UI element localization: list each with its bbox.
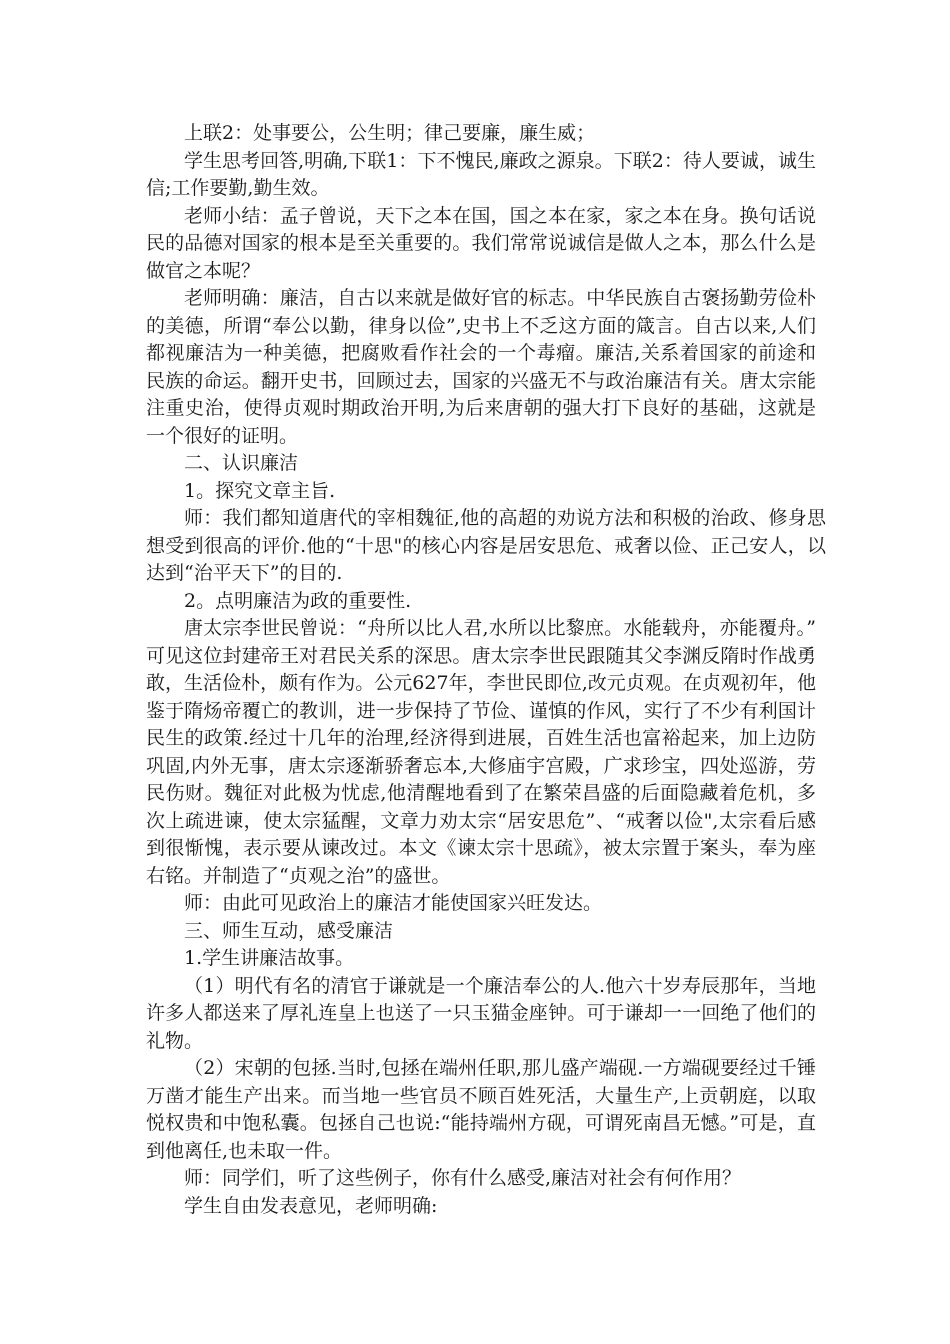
paragraph-teacher-weizheng: 师：我们都知道唐代的宰相魏征,他的高超的劝说方法和积极的治政、修身思想受到很高的评价.他的“十思"的核心内容是居安思危、戒奢以俭、正己安人，以达到“治平天下”的目的. — [146, 507, 826, 584]
section-heading-understand: 二、认识廉洁 — [184, 452, 299, 474]
paragraph-teacher-question: 师：同学们，听了这些例子，你有什么感受,廉洁对社会有何作用？ — [184, 1167, 742, 1189]
document-body — [146, 120, 826, 1220]
paragraph-story-yuqian: （1）明代有名的清官于谦就是一个廉洁奉公的人.他六十岁寿辰那年，当地许多人都送来了厚礼连皇上也送了一只玉猫金座钟。可于谦却一一回绝了他们的礼物。 — [146, 974, 816, 1052]
paragraph-teacher-clarify: 老师明确：廉洁，自古以来就是做好官的标志。中华民族自古褒扬勤劳俭朴的美德，所谓“奉公以勤，律身以俭”,史书上不乏这方面的箴言。自古以来,人们都视廉洁为一种美德，把腐败看作社会的一个毒瘤。廉洁,关系着国家的前途和民族的命运。翻开史书，回顾过去，国家的兴盛无不与政治廉洁有关。唐太宗能注重史治，使得贞观时期政治开明,为后来唐朝的强大打下良好的基础，这就是一个很好的证明。 — [146, 287, 816, 447]
paragraph-student-answer: 学生思考回答,明确,下联1：下不愧民,廉政之源泉。下联2：待人要诚，诚生信;工作要勤,勤生效。 — [146, 149, 816, 199]
paragraph-student-opinions: 学生自由发表意见，老师明确: — [184, 1194, 438, 1217]
paragraph-tang-taizong: 唐太宗李世民曾说：“舟所以比人君,水所以比黎庶。水能载舟，亦能覆舟。”可见这位封建帝王对君民关系的深思。唐太宗李世民跟随其父李渊反隋时作战勇敢，生活俭朴，颇有作为。公元627年，李世民即位,改元贞观。在贞观初年，他鉴于隋炀帝覆亡的教训，进一步保持了节俭、谨慎的作风，实行了不少有利国计民生的政策.经过十几年的治理,经济得到进展，百姓生活也富裕起来，加上边防巩固,内外无事，唐太宗逐渐骄奢忘本,大修庙宇宫殿，广求珍宝，四处巡游，劳民伤财。魏征对此极为忧虑,他清醒地看到了在繁荣昌盛的后面隐藏着危机，多次上疏进谏，使太宗猛醒，文章力劝太宗“居安思危”、“戒奢以俭",太宗看后感到很惭愧，表示要从谏改过。本文《谏太宗十思疏》，被太宗置于案头，奉为座右铭。并制造了“贞观之治”的盛世。 — [146, 617, 816, 887]
subheading-importance: 2。点明廉洁为政的重要性. — [184, 589, 412, 612]
paragraph-couplet-upper: 上联2：处事要公，公生明；律己要廉，廉生威； — [184, 122, 596, 144]
paragraph-story-baozheng: （2）宋朝的包拯.当时,包拯在端州任职,那儿盛产端砚.一方端砚要经过千锤万凿才能生产出来。而当地一些官员不顾百姓死活，大量生产,上贡朝庭，以取悦权贵和中饱私囊。包拯自己也说:“能持端州方砚，可谓死南昌无憾。”可是，直到他离任,也未取一件。 — [146, 1057, 816, 1162]
subheading-student-stories: 1.学生讲廉洁故事。 — [184, 947, 355, 969]
section-heading-interaction: 三、师生互动，感受廉洁 — [184, 919, 394, 942]
subheading-explore-theme: 1。探究文章主旨. — [184, 479, 336, 502]
paragraph-teacher-summary: 老师小结：孟子曾说，天下之本在国，国之本在家，家之本在身。换句话说民的品德对国家的根本是至关重要的。我们常常说诚信是做人之本，那么什么是做官之本呢？ — [146, 204, 816, 282]
paragraph-teacher-conclusion: 师：由此可见政治上的廉洁才能使国家兴旺发达。 — [184, 892, 603, 914]
